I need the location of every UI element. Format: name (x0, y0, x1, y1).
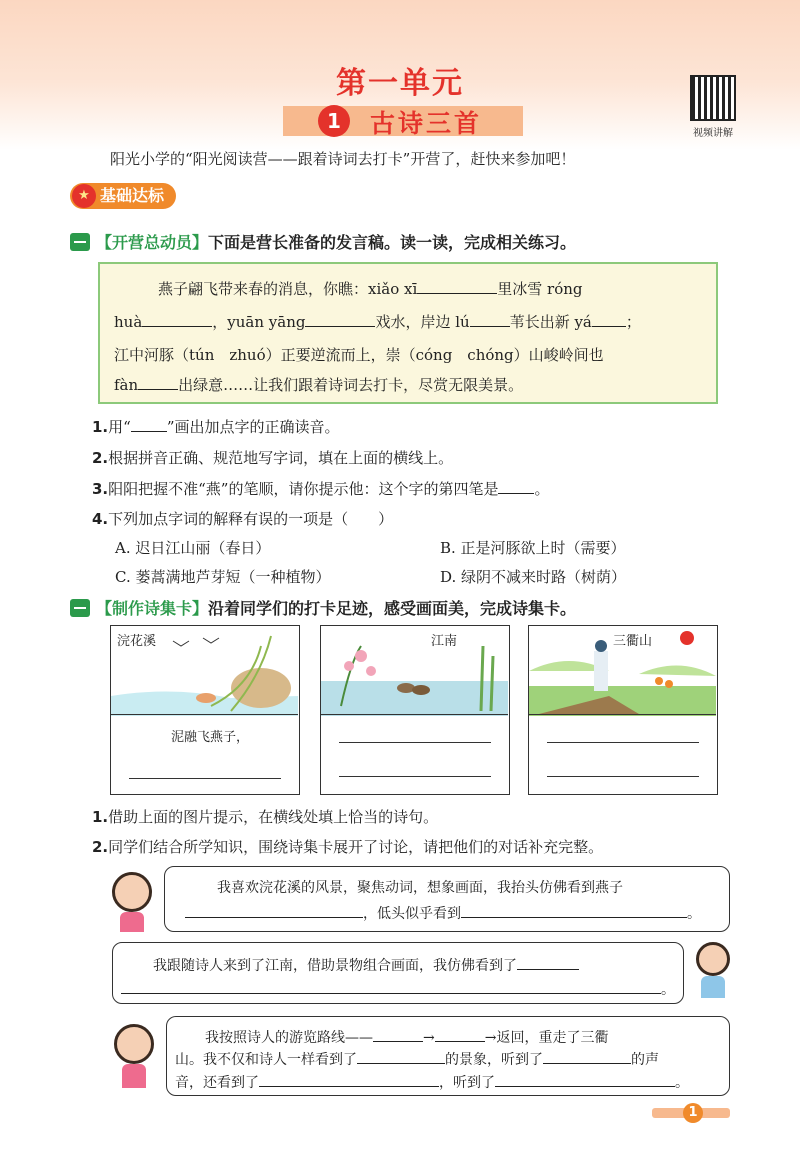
bubble-text: 的声 (631, 1052, 659, 1068)
passage-line-2 (114, 311, 641, 332)
blank-swallow[interactable] (185, 903, 363, 918)
verse-line[interactable] (547, 742, 699, 743)
option-b[interactable]: B. 正是河豚欲上时（需要） (440, 539, 626, 557)
question-1 (92, 416, 339, 437)
option-d[interactable]: D. 绿阴不减来时路（树荫） (440, 568, 627, 586)
bubble-line (205, 1027, 608, 1047)
question-number: 2. (92, 838, 109, 856)
arrow-icon: → (423, 1030, 435, 1046)
bubble-text: 。 (675, 1075, 689, 1091)
section-one-heading (96, 230, 576, 253)
blank-jiangnan-2[interactable] (121, 979, 661, 994)
bubble-text: 的景象，听到了 (445, 1052, 543, 1068)
speech-bubble-2 (112, 942, 684, 1004)
poem-card-sanqushan (528, 625, 718, 795)
basic-level-badge: 基础达标 (70, 183, 176, 209)
blank-fan[interactable] (138, 375, 178, 390)
bubble-line (121, 979, 675, 999)
verse-line[interactable] (129, 778, 281, 779)
bubble-text: 我跟随诗人来到了江南，借助景物组合画面，我仿佛看到了 (153, 958, 517, 974)
question-number: 1. (92, 808, 109, 826)
section-two-instruction: 沿着同学们的打卡足迹，感受画面美，完成诗集卡。 (208, 599, 577, 618)
question-2 (92, 447, 453, 468)
bubble-text: 音，还看到了 (175, 1075, 259, 1091)
bubble-line (153, 955, 579, 975)
bubble-text: 我按照诗人的游览路线—— (205, 1030, 373, 1046)
bubble-line (175, 1072, 689, 1092)
bubble-text: ，听到了 (439, 1075, 495, 1091)
blank-scene[interactable] (357, 1049, 445, 1064)
bubble-text: 。 (687, 906, 701, 922)
blank-lu[interactable] (470, 312, 510, 327)
girl-avatar-2 (114, 1024, 154, 1064)
question-text: 同学们结合所学知识，围绕诗集卡展开了讨论，请把他们的对话补充完整。 (108, 838, 604, 856)
question-text: 根据拼音正确、规范地写字词，填在上面的横线上。 (108, 449, 454, 467)
blank-jiangnan-1[interactable] (517, 955, 579, 970)
bubble-text: ，低头似乎看到 (363, 906, 461, 922)
passage-box (98, 262, 718, 404)
section-two-icon (70, 599, 90, 617)
question-number: 4. (92, 510, 109, 528)
page-number: 1 (683, 1103, 703, 1123)
passage-line-1 (158, 278, 583, 299)
verse-line[interactable] (547, 776, 699, 777)
question-text: 下列加点字词的解释有误的一项是（ ） (108, 510, 394, 528)
passage-text: fàn (114, 376, 139, 394)
question-number: 1. (92, 418, 109, 436)
unit-title: 第一单元 (336, 66, 464, 101)
question-text: 用“ (108, 418, 131, 436)
question-3 (92, 478, 550, 499)
lesson-title: 古诗三首 (370, 109, 483, 138)
section-two-heading (96, 596, 576, 619)
bubble-text: 山。我不仅和诗人一样看到了 (175, 1052, 357, 1068)
verse-line[interactable] (339, 776, 491, 777)
blank-xiaoxi[interactable] (417, 279, 497, 294)
blank-ronghua[interactable] (142, 312, 212, 327)
qr-label: 视频讲解 (693, 128, 733, 139)
blank-route-1[interactable] (373, 1027, 423, 1042)
passage-text: 戏水，岸边 lú (375, 313, 470, 331)
bubble-text: 。 (661, 982, 675, 998)
card-divider (321, 714, 508, 715)
blank-yuanyang[interactable] (305, 312, 375, 327)
poem-card-huanhuaxi (110, 625, 300, 795)
card-divider (111, 714, 298, 715)
section-two-tag: 【制作诗集卡】 (96, 599, 209, 618)
question-text: 借助上面的图片提示，在横线处填上恰当的诗句。 (108, 808, 439, 826)
question-2-2 (92, 836, 603, 857)
option-a[interactable]: A. 迟日江山丽（春日） (115, 539, 271, 557)
underline-sample (131, 417, 167, 432)
boy-avatar (696, 942, 730, 976)
question-text: ”画出加点字的正确读音。 (166, 418, 340, 436)
question-number: 3. (92, 480, 109, 498)
verse-line[interactable] (339, 742, 491, 743)
lesson-number: 1 (318, 105, 350, 137)
poem-card-jiangnan (320, 625, 510, 795)
intro-text: 阳光小学的“阳光阅读营——跟着诗词去打卡”开营了，赶快来参加吧！ (110, 150, 576, 168)
blank-sound[interactable] (543, 1049, 631, 1064)
card-title: 浣花溪 (117, 634, 157, 649)
card-title: 三衢山 (613, 634, 653, 649)
section-one-icon (70, 233, 90, 251)
passage-text: 燕子翩飞带来春的消息，你瞧：xiǎo xī (158, 280, 418, 298)
speech-bubble-1 (164, 866, 730, 932)
passage-text: ； (625, 313, 641, 331)
question-4 (92, 508, 393, 529)
girl-avatar-body (120, 912, 144, 932)
speech-bubble-3 (166, 1016, 730, 1096)
card-verse: 泥融飞燕子， (171, 730, 250, 745)
passage-text: 里冰雪 róng (497, 280, 583, 298)
blank-route-2[interactable] (435, 1027, 485, 1042)
passage-line-4 (114, 374, 523, 395)
section-one-instruction: 下面是营长准备的发言稿。读一读，完成相关练习。 (208, 233, 577, 252)
passage-line-3: 江中河豚（tún zhuó）正要逆流而上，崇（cóng chóng）山峻岭间也 (114, 346, 604, 364)
question-text: 。 (534, 480, 550, 498)
passage-text: ，yuān yāng (212, 313, 306, 331)
card-title: 江南 (431, 634, 458, 649)
blank-ya[interactable] (592, 312, 626, 327)
question-text: 阳阳把握不准“燕”的笔顺，请你提示他：这个字的第四笔是 (108, 480, 499, 498)
blank-heard[interactable] (495, 1072, 675, 1087)
girl-avatar (112, 872, 152, 912)
girl-avatar-2-body (122, 1064, 146, 1088)
bubble-line (185, 903, 701, 923)
card-divider (529, 714, 716, 715)
qr-code-icon[interactable] (690, 75, 736, 121)
boy-avatar-body (701, 976, 725, 998)
medal-icon: ★ (72, 184, 96, 208)
bubble-text: 我喜欢浣花溪的风景，聚焦动词，想象画面，我抬头仿佛看到燕子 (217, 880, 623, 896)
blank-fourth-stroke[interactable] (498, 479, 534, 494)
jiangnan-scene (321, 626, 508, 716)
bubble-text: →返回，重走了三衢 (484, 1030, 609, 1046)
passage-text: huà (114, 313, 143, 331)
bubble-line (175, 1049, 659, 1069)
passage-text: 苇长出新 yá (509, 313, 592, 331)
blank-saw[interactable] (259, 1072, 439, 1087)
question-2-1 (92, 806, 438, 827)
section-one-tag: 【开营总动员】 (96, 233, 209, 252)
passage-text: 出绿意……让我们跟着诗词去打卡，尽赏无限美景。 (178, 376, 524, 394)
question-number: 2. (92, 449, 109, 467)
blank-ducks[interactable] (461, 903, 687, 918)
option-c[interactable]: C. 蒌蒿满地芦芽短（一种植物） (115, 568, 331, 586)
